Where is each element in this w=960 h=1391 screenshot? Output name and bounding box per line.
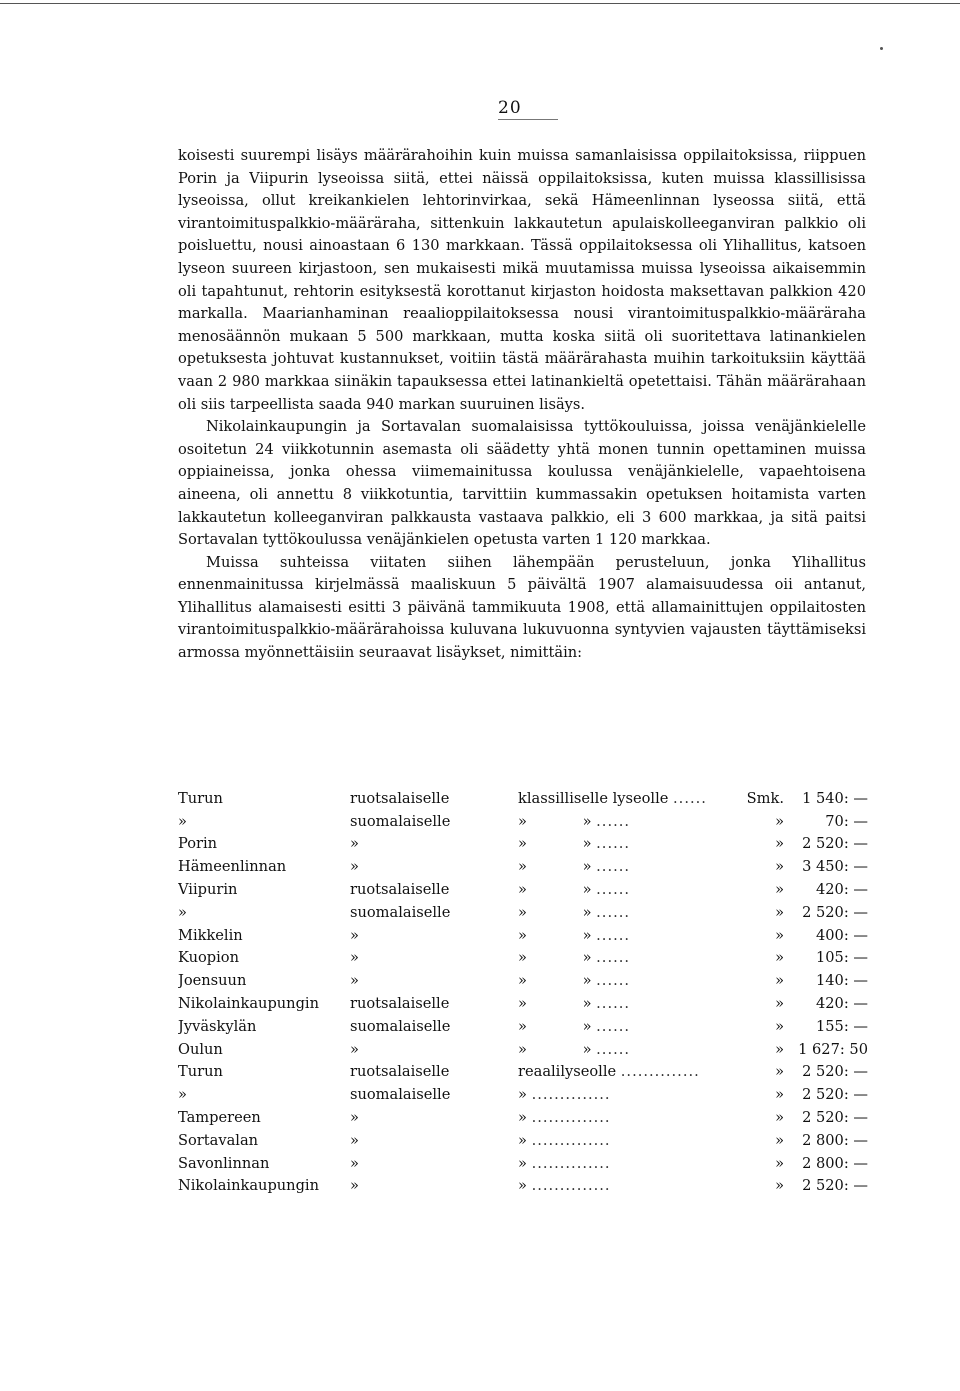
paragraph-1: koisesti suurempi lisäys määrärahoihin kuin muissa samanlaisissa oppilaitoksissa, riippuen Porin ja Viipurin lyseoissa siitä, ettei näissä oppilaitoksissa, kuten muissa klassillisissa lyseoissa, ollut kreikankielen lehtorinvirkaa, sekä Hämeenlinnan lyseossa siitä, että virantoimituspalkkio-määräraha, sittenkuin lakkautetun apulaiskolleeganviran palkkio oli poisluettu, nousi ainoastaan 6 130 markkaan. Tässä oppilaitoksessa oli Ylihallitus, katsoen lyseon suureen kirjastoon, sen mukaisesti mikä muutamissa muissa lyseoissa aikaisemmin oli tapahtunut, rehtorin esityksestä korottanut kirjaston hoidosta maksettavan palkkion 420 markalla. Maarianhaminan reaalioppilaitoksessa nousi virantoimituspalkkio-määräraha menosäännön mukaan 5 500 markkaan, mutta koska siitä oli suoritettava latinankielen opetuksesta johtuvat kustannukset, voitiin tästä määrärahasta muihin tarkoituksiin käyttää vaan 2 980 markkaa siinäkin tapauksessa ettei latinankieltä opetettaisi. Tähän määrärahaan oli siis tarpeellista saada 940 markan suuruinen lisäys. [178, 147, 866, 413]
school-city-cell: Nikolainkaupungin [178, 1177, 319, 1195]
amount-cell: 2 520: — [802, 1086, 868, 1104]
amount-cell: 2 520: — [802, 1109, 868, 1127]
table-row [178, 1015, 868, 1038]
school-type-label: » » [518, 995, 592, 1013]
leader-dots: ...... [596, 835, 631, 853]
leader-dots: ...... [596, 903, 631, 921]
school-type-cell [518, 1015, 728, 1038]
table-row [178, 901, 868, 924]
table-row [178, 810, 868, 833]
school-type-label: » » [518, 926, 592, 944]
leader-dots: .............. [531, 1086, 611, 1104]
table-row [178, 947, 868, 970]
currency-cell: » [775, 1177, 784, 1195]
school-city-cell: Turun [178, 789, 223, 807]
currency-cell: » [775, 1109, 784, 1127]
leader-dots: .............. [531, 1154, 611, 1172]
school-city-cell: Tampereen [178, 1109, 261, 1127]
school-type-cell [518, 1061, 728, 1084]
school-type-cell [518, 1175, 728, 1198]
currency-cell: » [775, 858, 784, 876]
leader-dots: ...... [596, 1017, 631, 1035]
table-row [178, 969, 868, 992]
leader-dots: ...... [596, 949, 631, 967]
leader-dots: ...... [596, 972, 631, 990]
amount-cell: 2 800: — [802, 1131, 868, 1149]
amount-cell: 1 540: — [802, 789, 868, 807]
school-type-label: » » [518, 972, 592, 990]
table-row [178, 1129, 868, 1152]
table-row [178, 878, 868, 901]
leader-dots: ...... [596, 812, 631, 830]
school-type-cell [518, 1106, 728, 1129]
school-city-cell: Nikolainkaupungin [178, 995, 319, 1013]
school-language-cell: » [350, 1040, 359, 1058]
currency-cell: » [775, 812, 784, 830]
table-row [178, 1106, 868, 1129]
school-language-cell: ruotsalaiselle [350, 789, 450, 807]
currency-cell: » [775, 949, 784, 967]
school-type-cell [518, 1083, 728, 1106]
currency-cell: » [775, 1154, 784, 1172]
amount-cell: 2 520: — [802, 1063, 868, 1081]
school-language-cell: » [350, 926, 359, 944]
currency-cell: » [775, 1086, 784, 1104]
school-type-label: » » [518, 903, 592, 921]
amount-cell: 140: — [815, 972, 868, 990]
school-language-cell: » [350, 972, 359, 990]
school-type-cell [518, 947, 728, 970]
school-type-label: reaalilyseolle [518, 1063, 617, 1081]
appropriations-table-body [178, 787, 868, 1197]
amount-cell: 2 520: — [802, 903, 868, 921]
table-row [178, 1175, 868, 1198]
body-text [178, 145, 866, 665]
table-row [178, 1061, 868, 1084]
school-type-label: » » [518, 835, 592, 853]
table-row [178, 855, 868, 878]
school-city-cell: Hämeenlinnan [178, 858, 287, 876]
school-type-cell [518, 833, 728, 856]
leader-dots: ...... [596, 881, 631, 899]
amount-cell: 105: — [815, 949, 868, 967]
amount-cell: 3 450: — [802, 858, 868, 876]
school-city-cell: Sortavalan [178, 1131, 259, 1149]
currency-cell: » [775, 1017, 784, 1035]
school-city-cell: » [178, 903, 187, 921]
school-language-cell: » [350, 1109, 359, 1127]
school-language-cell: suomalaiselle [350, 1086, 451, 1104]
school-type-cell [518, 878, 728, 901]
school-city-cell: Kuopion [178, 949, 239, 967]
school-city-cell: Porin [178, 835, 218, 853]
school-language-cell: suomalaiselle [350, 812, 451, 830]
school-city-cell: Oulun [178, 1040, 223, 1058]
amount-cell: 155: — [815, 1017, 868, 1035]
school-city-cell: Savonlinnan [178, 1154, 270, 1172]
table-row [178, 1152, 868, 1175]
top-border-line [0, 3, 960, 4]
leader-dots: ...... [596, 858, 631, 876]
school-type-cell [518, 1152, 728, 1175]
school-type-cell [518, 855, 728, 878]
school-type-label: » » [518, 949, 592, 967]
leader-dots: ...... [596, 1040, 631, 1058]
leader-dots: ...... [596, 995, 631, 1013]
school-type-label: » [518, 1086, 527, 1104]
school-type-label: » » [518, 881, 592, 899]
currency-cell: » [775, 1131, 784, 1149]
school-language-cell: ruotsalaiselle [350, 881, 450, 899]
amount-cell: 2 520: — [802, 1177, 868, 1195]
school-type-label: » [518, 1131, 527, 1149]
amount-cell: 1 627: 50 [798, 1040, 868, 1058]
currency-cell: » [775, 972, 784, 990]
school-type-cell [518, 1038, 728, 1061]
table-row [178, 833, 868, 856]
amount-cell: 420: — [815, 881, 868, 899]
table-row [178, 787, 868, 810]
school-city-cell: Mikkelin [178, 926, 243, 944]
school-type-cell [518, 924, 728, 947]
leader-dots: ...... [673, 789, 707, 807]
leader-dots: .............. [531, 1109, 611, 1127]
school-type-label: » » [518, 1040, 592, 1058]
leader-dots: ...... [596, 926, 631, 944]
school-language-cell: suomalaiselle [350, 903, 451, 921]
school-language-cell: » [350, 858, 359, 876]
school-language-cell: » [350, 949, 359, 967]
school-language-cell: » [350, 1154, 359, 1172]
currency-cell: » [775, 903, 784, 921]
school-language-cell: ruotsalaiselle [350, 995, 450, 1013]
scan-speck [880, 47, 883, 50]
school-city-cell: » [178, 812, 187, 830]
school-language-cell: » [350, 1131, 359, 1149]
amount-cell: 2 800: — [802, 1154, 868, 1172]
paragraph-3: Muissa suhteissa viitaten siihen lähempään perusteluun, jonka Ylihallitus ennenmainitussa kirjelmässä maaliskuun 5 päivältä 1907 alamaisuudessa oii antanut, Ylihallitus alamaisesti esitti 3 päivänä tammikuuta 1908, että allamainittujen oppilaitosten virantoimituspalkkio-määrärahoissa kuluvana lukuvuonna syntyvien vajausten täyttämiseksi armossa myönnettäisiin seuraavat lisäykset, nimittäin: [178, 553, 866, 662]
table-row [178, 924, 868, 947]
paragraph-2: Nikolainkaupungin ja Sortavalan suomalaisissa tyttökouluissa, joissa venäjänkielelle osoitetun 24 viikkotunnin asemasta oli säädetty yhtä monen tunnin opettaminen muissa oppiaineissa, jonka ohessa viimemainitussa koulussa venäjänkielelle, vapaehtoisena aineena, oli annettu 8 viikkotuntia, tarvittiin kummassakin opetuksen hoitamista varten lakkautetun kolleeganviran palkkausta vastaava palkkio, eli 3 600 markkaa, ja sitä paitsi Sortavalan tyttökoulussa venäjänkielen opetusta varten 1 120 markkaa. [178, 418, 866, 549]
school-city-cell: Viipurin [178, 881, 238, 899]
school-type-label: » » [518, 858, 592, 876]
school-language-cell: » [350, 835, 359, 853]
table-row [178, 992, 868, 1015]
school-type-label: » [518, 1154, 527, 1172]
amount-cell: 420: — [815, 995, 868, 1013]
school-type-cell [518, 787, 728, 810]
school-language-cell: » [350, 1177, 359, 1195]
currency-cell: » [775, 926, 784, 944]
school-type-label: » » [518, 1017, 592, 1035]
amount-cell: 2 520: — [802, 835, 868, 853]
school-type-cell [518, 992, 728, 1015]
amount-cell: 400: — [815, 926, 868, 944]
currency-cell: » [775, 1040, 784, 1058]
school-type-cell [518, 969, 728, 992]
currency-cell: » [775, 995, 784, 1013]
currency-cell: Smk. [746, 789, 784, 807]
school-language-cell: suomalaiselle [350, 1017, 451, 1035]
amount-cell: 70: — [825, 812, 868, 830]
school-city-cell: Joensuun [178, 972, 247, 990]
currency-cell: » [775, 1063, 784, 1081]
appropriations-table [178, 787, 868, 1197]
table-row [178, 1038, 868, 1061]
school-type-label: » [518, 1177, 527, 1195]
school-type-label: klassilliselle lyseolle [518, 789, 669, 807]
table-row [178, 1083, 868, 1106]
school-type-label: » [518, 1109, 527, 1127]
leader-dots: .............. [620, 1063, 700, 1081]
school-language-cell: ruotsalaiselle [350, 1063, 450, 1081]
school-city-cell: » [178, 1086, 187, 1104]
school-city-cell: Jyväskylän [178, 1017, 257, 1035]
currency-cell: » [775, 835, 784, 853]
school-type-cell [518, 901, 728, 924]
leader-dots: .............. [531, 1177, 611, 1195]
school-type-cell [518, 810, 728, 833]
school-type-label: » » [518, 812, 592, 830]
leader-dots: .............. [531, 1131, 611, 1149]
school-city-cell: Turun [178, 1063, 223, 1081]
school-type-cell [518, 1129, 728, 1152]
page-number: 20 [498, 98, 558, 120]
currency-cell: » [775, 881, 784, 899]
